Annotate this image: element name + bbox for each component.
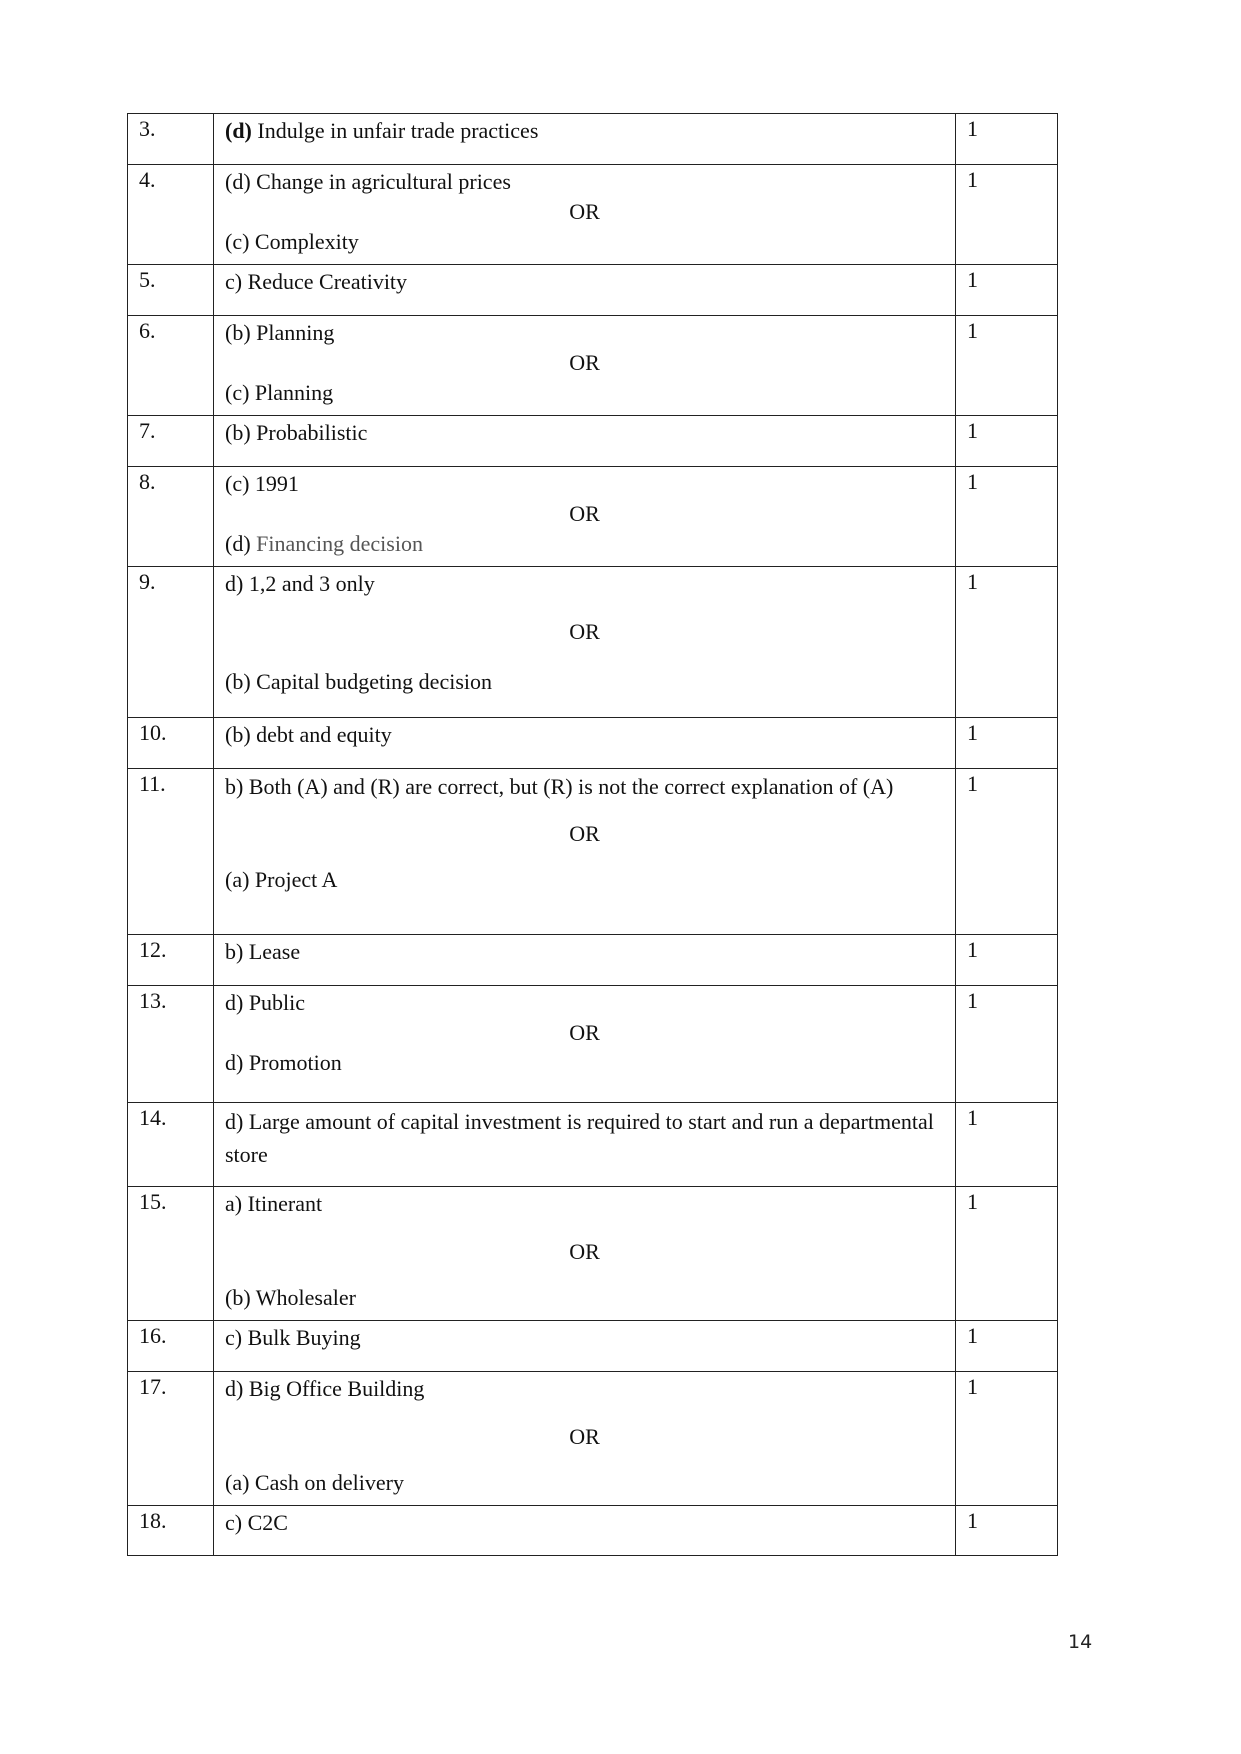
answer-option: (b) Planning <box>225 320 335 345</box>
answer-cell <box>214 416 956 467</box>
or-separator: OR <box>569 1020 600 1045</box>
answer-cell <box>214 718 956 769</box>
answer-option: (b) debt and equity <box>225 722 392 747</box>
mark-cell: 1 <box>956 1187 1058 1321</box>
answer-option: (d) Change in agricultural prices <box>225 169 511 194</box>
alternative-option: (b) Wholesaler <box>225 1285 356 1310</box>
table-row <box>128 1372 1058 1506</box>
mark-cell: 1 <box>956 935 1058 986</box>
table-row <box>128 265 1058 316</box>
answer-option: (c) 1991 <box>225 471 299 496</box>
table-row <box>128 1103 1058 1187</box>
answer-text: Indulge in unfair trade practices <box>251 118 539 143</box>
mark-cell: 1 <box>956 165 1058 265</box>
or-separator: OR <box>569 350 600 375</box>
alternative-option <box>225 529 944 559</box>
question-number: 8. <box>128 467 214 567</box>
answer-cell <box>214 1103 956 1187</box>
table-row <box>128 718 1058 769</box>
answer-cell <box>214 1506 956 1556</box>
question-number: 16. <box>128 1321 214 1372</box>
mark-cell: 1 <box>956 718 1058 769</box>
mark-cell: 1 <box>956 114 1058 165</box>
answer-cell <box>214 265 956 316</box>
answer-cell <box>214 165 956 265</box>
answer-option: c) Bulk Buying <box>225 1325 361 1350</box>
answer-option: a) Itinerant <box>225 1191 323 1216</box>
option-text: Financing decision <box>256 531 423 556</box>
table-row <box>128 935 1058 986</box>
question-number: 5. <box>128 265 214 316</box>
mark-cell: 1 <box>956 986 1058 1103</box>
answer-cell <box>214 467 956 567</box>
or-separator: OR <box>569 1239 600 1264</box>
answer-option: d) 1,2 and 3 only <box>225 571 375 596</box>
answer-cell <box>214 935 956 986</box>
table-row <box>128 114 1058 165</box>
table-row <box>128 416 1058 467</box>
answer-cell <box>214 1187 956 1321</box>
answer-cell <box>214 114 956 165</box>
mark-cell: 1 <box>956 416 1058 467</box>
answer-cell <box>214 316 956 416</box>
alternative-option: (b) Capital budgeting decision <box>225 669 492 694</box>
alternative-option: d) Promotion <box>225 1050 342 1075</box>
answer-option: b) Both (A) and (R) are correct, but (R) is not the correct explanation of (A) <box>225 774 894 799</box>
question-number: 3. <box>128 114 214 165</box>
alternative-option: (c) Planning <box>225 380 334 405</box>
question-number: 7. <box>128 416 214 467</box>
or-separator: OR <box>569 199 600 224</box>
or-separator: OR <box>569 821 600 846</box>
question-number: 15. <box>128 1187 214 1321</box>
table-row <box>128 769 1058 935</box>
answer-cell <box>214 1321 956 1372</box>
option-letter: (d) <box>225 531 257 556</box>
mark-cell: 1 <box>956 467 1058 567</box>
mark-cell: 1 <box>956 1372 1058 1506</box>
question-number: 17. <box>128 1372 214 1506</box>
alternative-option: (a) Project A <box>225 867 338 892</box>
table-row <box>128 1506 1058 1556</box>
question-number: 12. <box>128 935 214 986</box>
mark-cell: 1 <box>956 1103 1058 1187</box>
answer-option: d) Big Office Building <box>225 1376 425 1401</box>
table-row <box>128 986 1058 1103</box>
question-number: 11. <box>128 769 214 935</box>
table-row <box>128 316 1058 416</box>
answer-option: b) Lease <box>225 939 301 964</box>
answer-cell <box>214 1372 956 1506</box>
mark-cell: 1 <box>956 567 1058 718</box>
answer-letter: (d) <box>225 118 252 143</box>
mark-cell: 1 <box>956 769 1058 935</box>
answer-cell <box>214 769 956 935</box>
table-row <box>128 1187 1058 1321</box>
table-row <box>128 165 1058 265</box>
answer-option: d) Large amount of capital investment is required to start and run a departmental store <box>225 1109 934 1167</box>
mark-cell: 1 <box>956 1321 1058 1372</box>
answer-option: (b) Probabilistic <box>225 420 368 445</box>
mark-cell: 1 <box>956 1506 1058 1556</box>
answer-option: d) Public <box>225 990 306 1015</box>
answer-option: c) C2C <box>225 1510 288 1535</box>
mark-cell: 1 <box>956 265 1058 316</box>
alternative-option: (c) Complexity <box>225 229 359 254</box>
or-separator: OR <box>569 501 600 526</box>
table-row <box>128 567 1058 718</box>
question-number: 14. <box>128 1103 214 1187</box>
or-separator: OR <box>569 619 600 644</box>
page-number: 14 <box>1068 1631 1093 1653</box>
question-number: 10. <box>128 718 214 769</box>
or-separator: OR <box>569 1424 600 1449</box>
mark-cell: 1 <box>956 316 1058 416</box>
question-number: 18. <box>128 1506 214 1556</box>
question-number: 13. <box>128 986 214 1103</box>
answer-option: c) Reduce Creativity <box>225 269 408 294</box>
answer-cell <box>214 567 956 718</box>
alternative-option: (a) Cash on delivery <box>225 1470 404 1495</box>
question-number: 4. <box>128 165 214 265</box>
table-row <box>128 1321 1058 1372</box>
question-number: 9. <box>128 567 214 718</box>
answer-key-table <box>127 113 1058 1556</box>
answer-option <box>225 116 944 146</box>
question-number: 6. <box>128 316 214 416</box>
table-row <box>128 467 1058 567</box>
answer-cell <box>214 986 956 1103</box>
